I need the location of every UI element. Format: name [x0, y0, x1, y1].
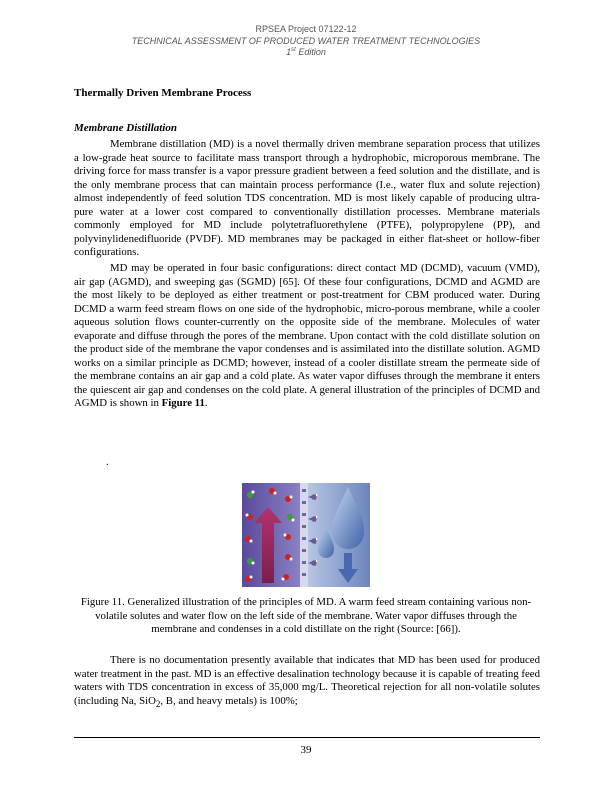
header-title: TECHNICAL ASSESSMENT OF PRODUCED WATER TREATMENT TECHNOLOGIES	[131, 36, 481, 46]
figure-reference: Figure 11	[161, 397, 205, 410]
subsection-title: Membrane Distillation	[74, 122, 177, 134]
header-project: RPSEA Project 07122-12	[255, 24, 357, 34]
section-title: Thermally Driven Membrane Process	[74, 87, 252, 99]
md-figure	[242, 483, 370, 587]
footer-rule	[74, 737, 540, 738]
membrane	[300, 483, 308, 587]
stray-dot: .	[106, 456, 109, 468]
paragraph-2: MD may be operated in four basic configurations: direct contact MD (DCMD), vacuum (VMD), air gap (AGMD), and sweeping gas (SGMD) [65]. Of these four configurations, DCMD and AGMD are the most likely to be deployed as either treatment or post-treatment for CBM produced water. During DCMD a warm feed stream flows on one side of the hydrophobic, micro-porous membrane, while a cooler aqueous solution flows counter-currently on the opposite side of the membrane. Molecules of water evaporate and diffuse through the pores of the membrane. Upon contact with the cold distillate solution on the product side of the membrane the vapor condenses and is assimilated into the distillate solution. AGMD works on a similar principle as DCMD; however, instead of a cooler distillate stream the permeate side of the membrane contains an air gap and a cold plate. As water vapor diffuses through the membrane it enters the quiescent air gap and condenses on the cold plate. A general illustration of the principles of DCMD and AGMD is shown in Figure 11.	[74, 262, 540, 410]
figure-caption: Figure 11. Generalized illustration of the principles of MD. A warm feed stream containing various non-volatile solutes and water flow on the left side of the membrane. Water vapor diffuses through the membrane and condenses in a cold distillate on the right (Source: [66]).	[80, 596, 532, 636]
paragraph-3: There is no documentation presently available that indicates that MD has been used for produced water treatment in the past. MD is an effective desalination technology because it is capable of treating feed waters with TDS concentration in excess of 35,000 mg/L. Theoretical rejection for all non-volatile solutes (including Na, SiO$_2$, B, and heavy metals) is 100%;	[74, 654, 540, 709]
page-number: 39	[300, 744, 312, 756]
paragraph-1: Membrane distillation (MD) is a novel thermally driven membrane separation process that utilizes a low-grade heat source to facilitate mass transport through a hydrophobic, microporous membrane. The driving force for mass transfer is a vapor pressure gradient between a feed solution and the distillate, and is the only membrane process that can maintain process performance (I.e., water flux and solute rejection) almost independently of feed solution TDS concentration. MD is most likely capable of producing ultra-pure water at a lower cost compared to conventionally distillation processes. Membrane materials commonly employed for MD include polytetrafluorethylene (PTFE), polypropylene (PP), and polyvinylidenedifluoride (PVDF). MD membranes may be packaged in either flat-sheet or hollow-fiber configurations.	[74, 138, 540, 259]
header-edition: 1st Edition	[286, 47, 326, 57]
